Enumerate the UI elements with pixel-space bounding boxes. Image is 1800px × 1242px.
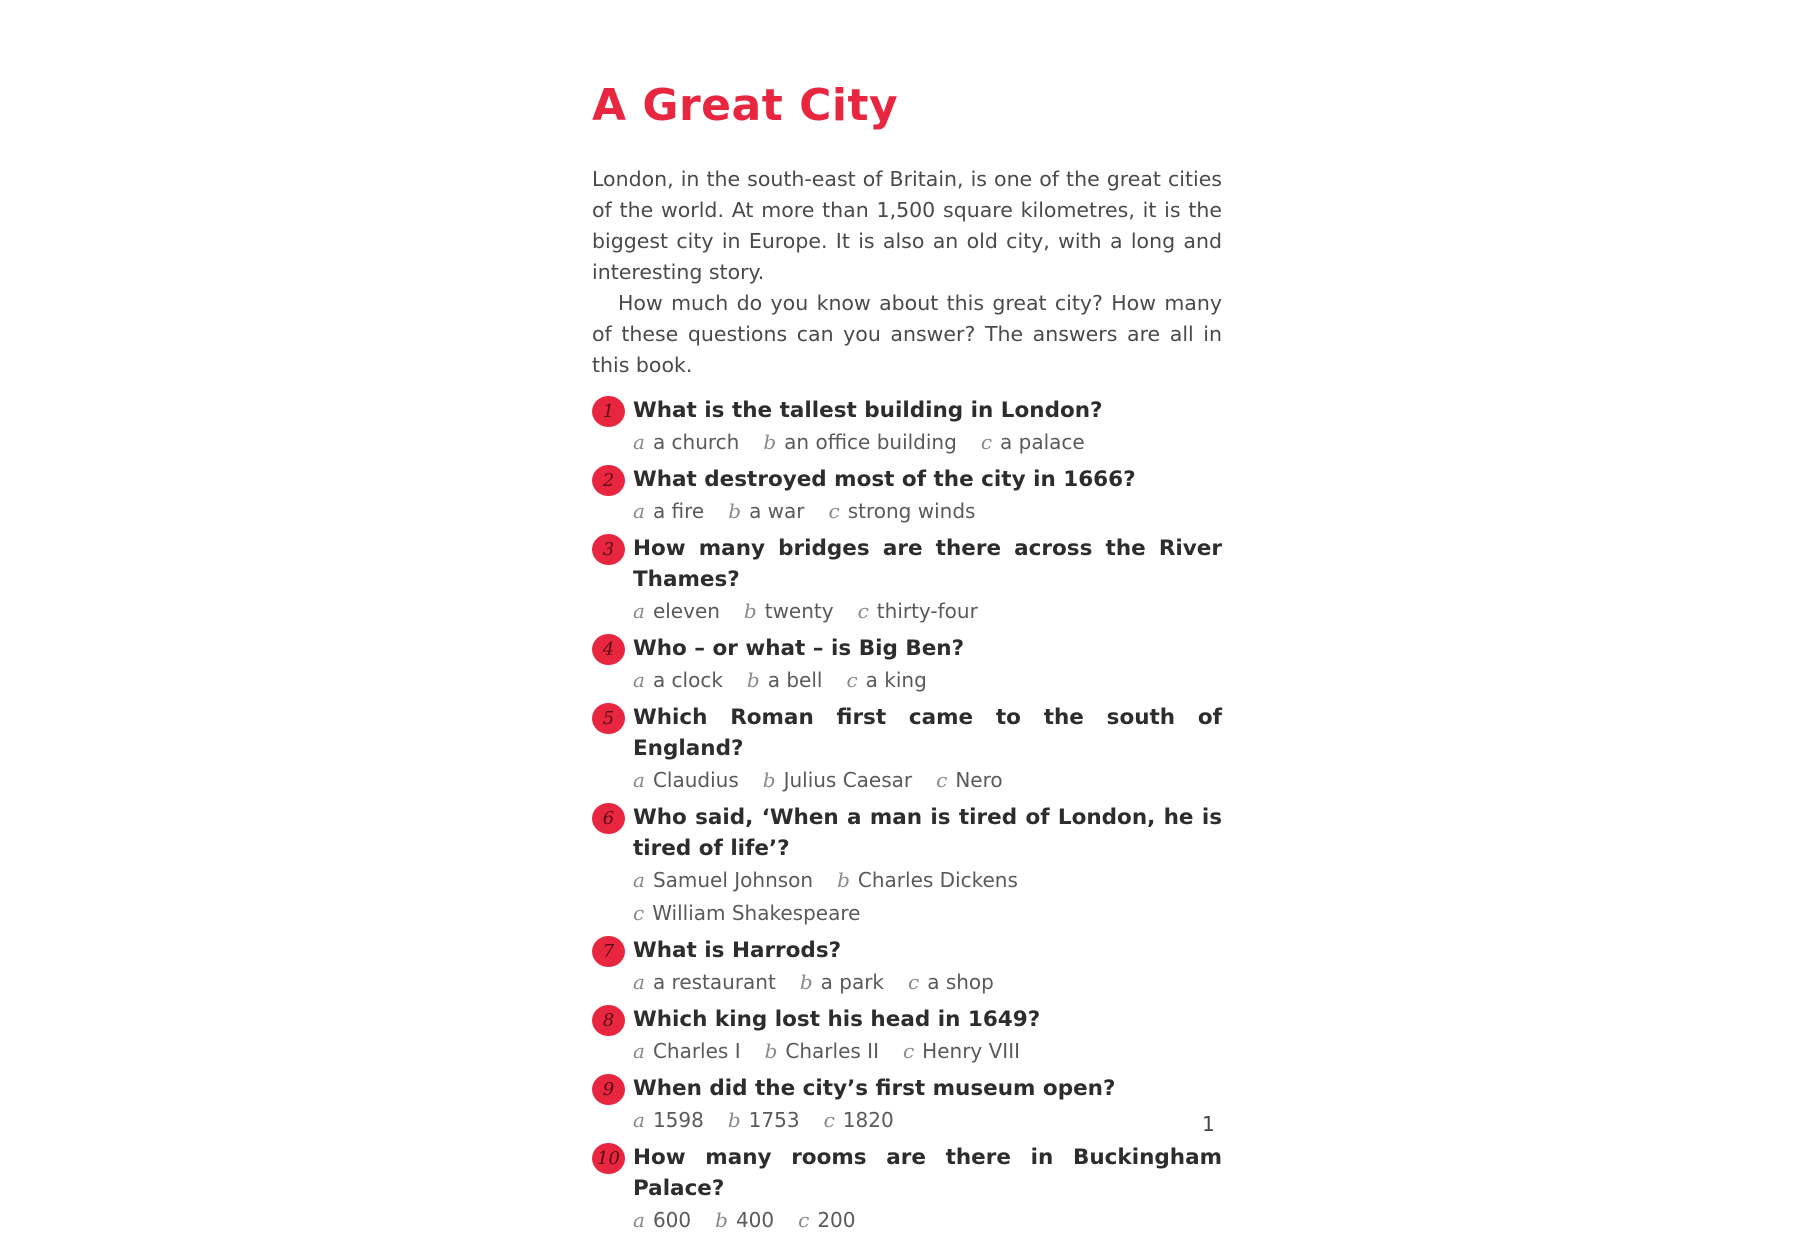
question-number-badge: 6 [592, 803, 625, 834]
option-letter: a [633, 868, 645, 892]
option-letter: a [633, 768, 645, 792]
answer-option [936, 764, 1003, 797]
question-text: What is Harrods? [633, 938, 842, 963]
option-text: a palace [1000, 430, 1085, 454]
page-title: A Great City [592, 80, 899, 131]
option-letter: c [823, 1108, 835, 1132]
answer-option [633, 426, 739, 459]
question-text: Which Roman first came to the south of England? [633, 705, 1222, 761]
option-letter: c [633, 901, 645, 925]
answer-options [633, 1104, 1222, 1137]
option-text: eleven [652, 599, 720, 623]
answer-option [981, 426, 1085, 459]
question-text: Which king lost his head in 1649? [633, 1007, 1041, 1032]
answer-option [633, 1104, 704, 1137]
book-page [592, 78, 1222, 1242]
answer-options [633, 1035, 1222, 1068]
option-letter: b [837, 868, 850, 892]
option-text: strong winds [847, 499, 976, 523]
question-number-badge: 4 [592, 634, 625, 665]
question-text: What is the tallest building in London? [633, 398, 1103, 423]
option-letter: b [743, 599, 757, 623]
option-letter: b [763, 430, 777, 454]
answer-options [633, 426, 1222, 459]
answer-option [747, 664, 823, 697]
answer-option [800, 966, 884, 999]
quiz-question [592, 702, 1222, 797]
question-text: How many rooms are there in Buckingham Palace? [633, 1145, 1222, 1201]
option-text: Charles II [785, 1039, 879, 1063]
question-number-badge: 10 [592, 1143, 625, 1174]
answer-options [633, 1204, 1222, 1237]
option-text: a war [749, 499, 805, 523]
option-letter: b [715, 1208, 728, 1232]
option-letter: b [762, 768, 776, 792]
option-text: Charles I [652, 1039, 741, 1063]
option-letter: b [728, 499, 742, 523]
option-letter: c [936, 768, 948, 792]
answer-option [633, 664, 723, 697]
option-letter: c [980, 430, 993, 454]
intro-paragraph: London, in the south-east of Britain, is one of the great cities of the world. At more than 1,500 square kilometres, it is the biggest city in Europe. It is also an old city, with a long and interesting story. [592, 167, 1222, 284]
option-letter: c [846, 668, 858, 692]
option-text: Nero [955, 768, 1003, 792]
option-text: a fire [652, 499, 705, 523]
option-text: Julius Caesar [783, 768, 913, 792]
answer-option [728, 1104, 800, 1137]
answer-option [763, 426, 956, 459]
page-number: 1 [1202, 1112, 1215, 1136]
quiz-question [592, 633, 1222, 697]
option-letter: c [902, 1039, 915, 1063]
answer-option [633, 595, 720, 628]
answer-option [744, 595, 834, 628]
option-letter: c [798, 1208, 810, 1232]
question-number-badge: 1 [592, 396, 625, 427]
answer-option [903, 1035, 1020, 1068]
option-text: William Shakespeare [652, 901, 861, 925]
option-text: 200 [817, 1208, 856, 1232]
answer-option [633, 864, 813, 897]
answer-option [633, 1204, 691, 1237]
option-text: a bell [767, 668, 823, 692]
option-text: Samuel Johnson [652, 868, 814, 892]
option-text: twenty [764, 599, 834, 623]
answer-option [858, 595, 978, 628]
option-text: 600 [652, 1208, 692, 1232]
option-text: an office building [784, 430, 957, 454]
option-text: a park [820, 970, 885, 994]
answer-options [633, 595, 1222, 628]
option-text: Henry VIII [922, 1039, 1020, 1063]
option-text: a restaurant [652, 970, 776, 994]
option-text: thirty-four [876, 599, 978, 623]
answer-options [633, 966, 1222, 999]
answer-option [798, 1204, 855, 1237]
option-letter: a [633, 430, 645, 454]
option-letter: a [633, 970, 645, 994]
quiz-question [592, 935, 1222, 999]
option-text: 1820 [842, 1108, 894, 1132]
option-letter: a [633, 499, 645, 523]
answer-option [765, 1035, 879, 1068]
answer-option [728, 495, 804, 528]
option-letter: b [799, 970, 813, 994]
question-number-badge: 7 [592, 936, 625, 967]
question-text: When did the city’s first museum open? [633, 1076, 1116, 1101]
answer-option [633, 495, 704, 528]
option-text: a clock [652, 668, 723, 692]
intro-text [592, 164, 1222, 381]
option-text: 400 [735, 1208, 775, 1232]
answer-option [633, 764, 739, 797]
option-text: a king [865, 668, 927, 692]
option-letter: b [746, 668, 760, 692]
option-text: a church [652, 430, 740, 454]
answer-option [633, 966, 776, 999]
answer-option [763, 764, 912, 797]
answer-option [908, 966, 994, 999]
option-letter: a [633, 1208, 645, 1232]
option-text: Claudius [652, 768, 739, 792]
question-text: Who – or what – is Big Ben? [633, 636, 965, 661]
option-letter: a [633, 599, 645, 623]
answer-option [837, 864, 1018, 897]
option-text: a shop [927, 970, 994, 994]
answer-option [715, 1204, 774, 1237]
option-letter: a [633, 1108, 645, 1132]
answer-option [829, 495, 976, 528]
option-letter: a [633, 1039, 645, 1063]
answer-option [633, 1035, 741, 1068]
question-text: What destroyed most of the city in 1666? [633, 467, 1136, 492]
answer-options [633, 764, 1222, 797]
question-number-badge: 3 [592, 534, 625, 565]
answer-options [633, 664, 1222, 697]
answer-option [824, 1104, 894, 1137]
quiz-question [592, 464, 1222, 528]
quiz-question [592, 1073, 1222, 1137]
quiz-question [592, 533, 1222, 628]
question-number-badge: 5 [592, 703, 625, 734]
question-number-badge: 9 [592, 1074, 625, 1105]
option-text: 1753 [748, 1108, 800, 1132]
intro-paragraph: How much do you know about this great city? How many of these questions can you answer? The answers are all in this book. [592, 291, 1222, 377]
quiz-question-list [592, 395, 1222, 1237]
answer-option [633, 897, 1198, 930]
option-text: Charles Dickens [857, 868, 1018, 892]
option-letter: c [908, 970, 920, 994]
option-letter: c [857, 599, 869, 623]
quiz-question [592, 802, 1222, 930]
quiz-question [592, 1142, 1222, 1237]
quiz-question [592, 1004, 1222, 1068]
quiz-question [592, 395, 1222, 459]
question-number-badge: 8 [592, 1005, 625, 1036]
question-number-badge: 2 [592, 465, 625, 496]
question-text: Who said, ‘When a man is tired of London, he is tired of life’? [633, 805, 1222, 861]
answer-options [633, 495, 1222, 528]
option-text: 1598 [652, 1108, 704, 1132]
answer-options [633, 864, 1222, 930]
question-text: How many bridges are there across the River Thames? [633, 536, 1222, 592]
option-letter: c [828, 499, 840, 523]
answer-option [846, 664, 926, 697]
option-letter: b [764, 1039, 778, 1063]
option-letter: b [727, 1108, 741, 1132]
option-letter: a [633, 668, 645, 692]
